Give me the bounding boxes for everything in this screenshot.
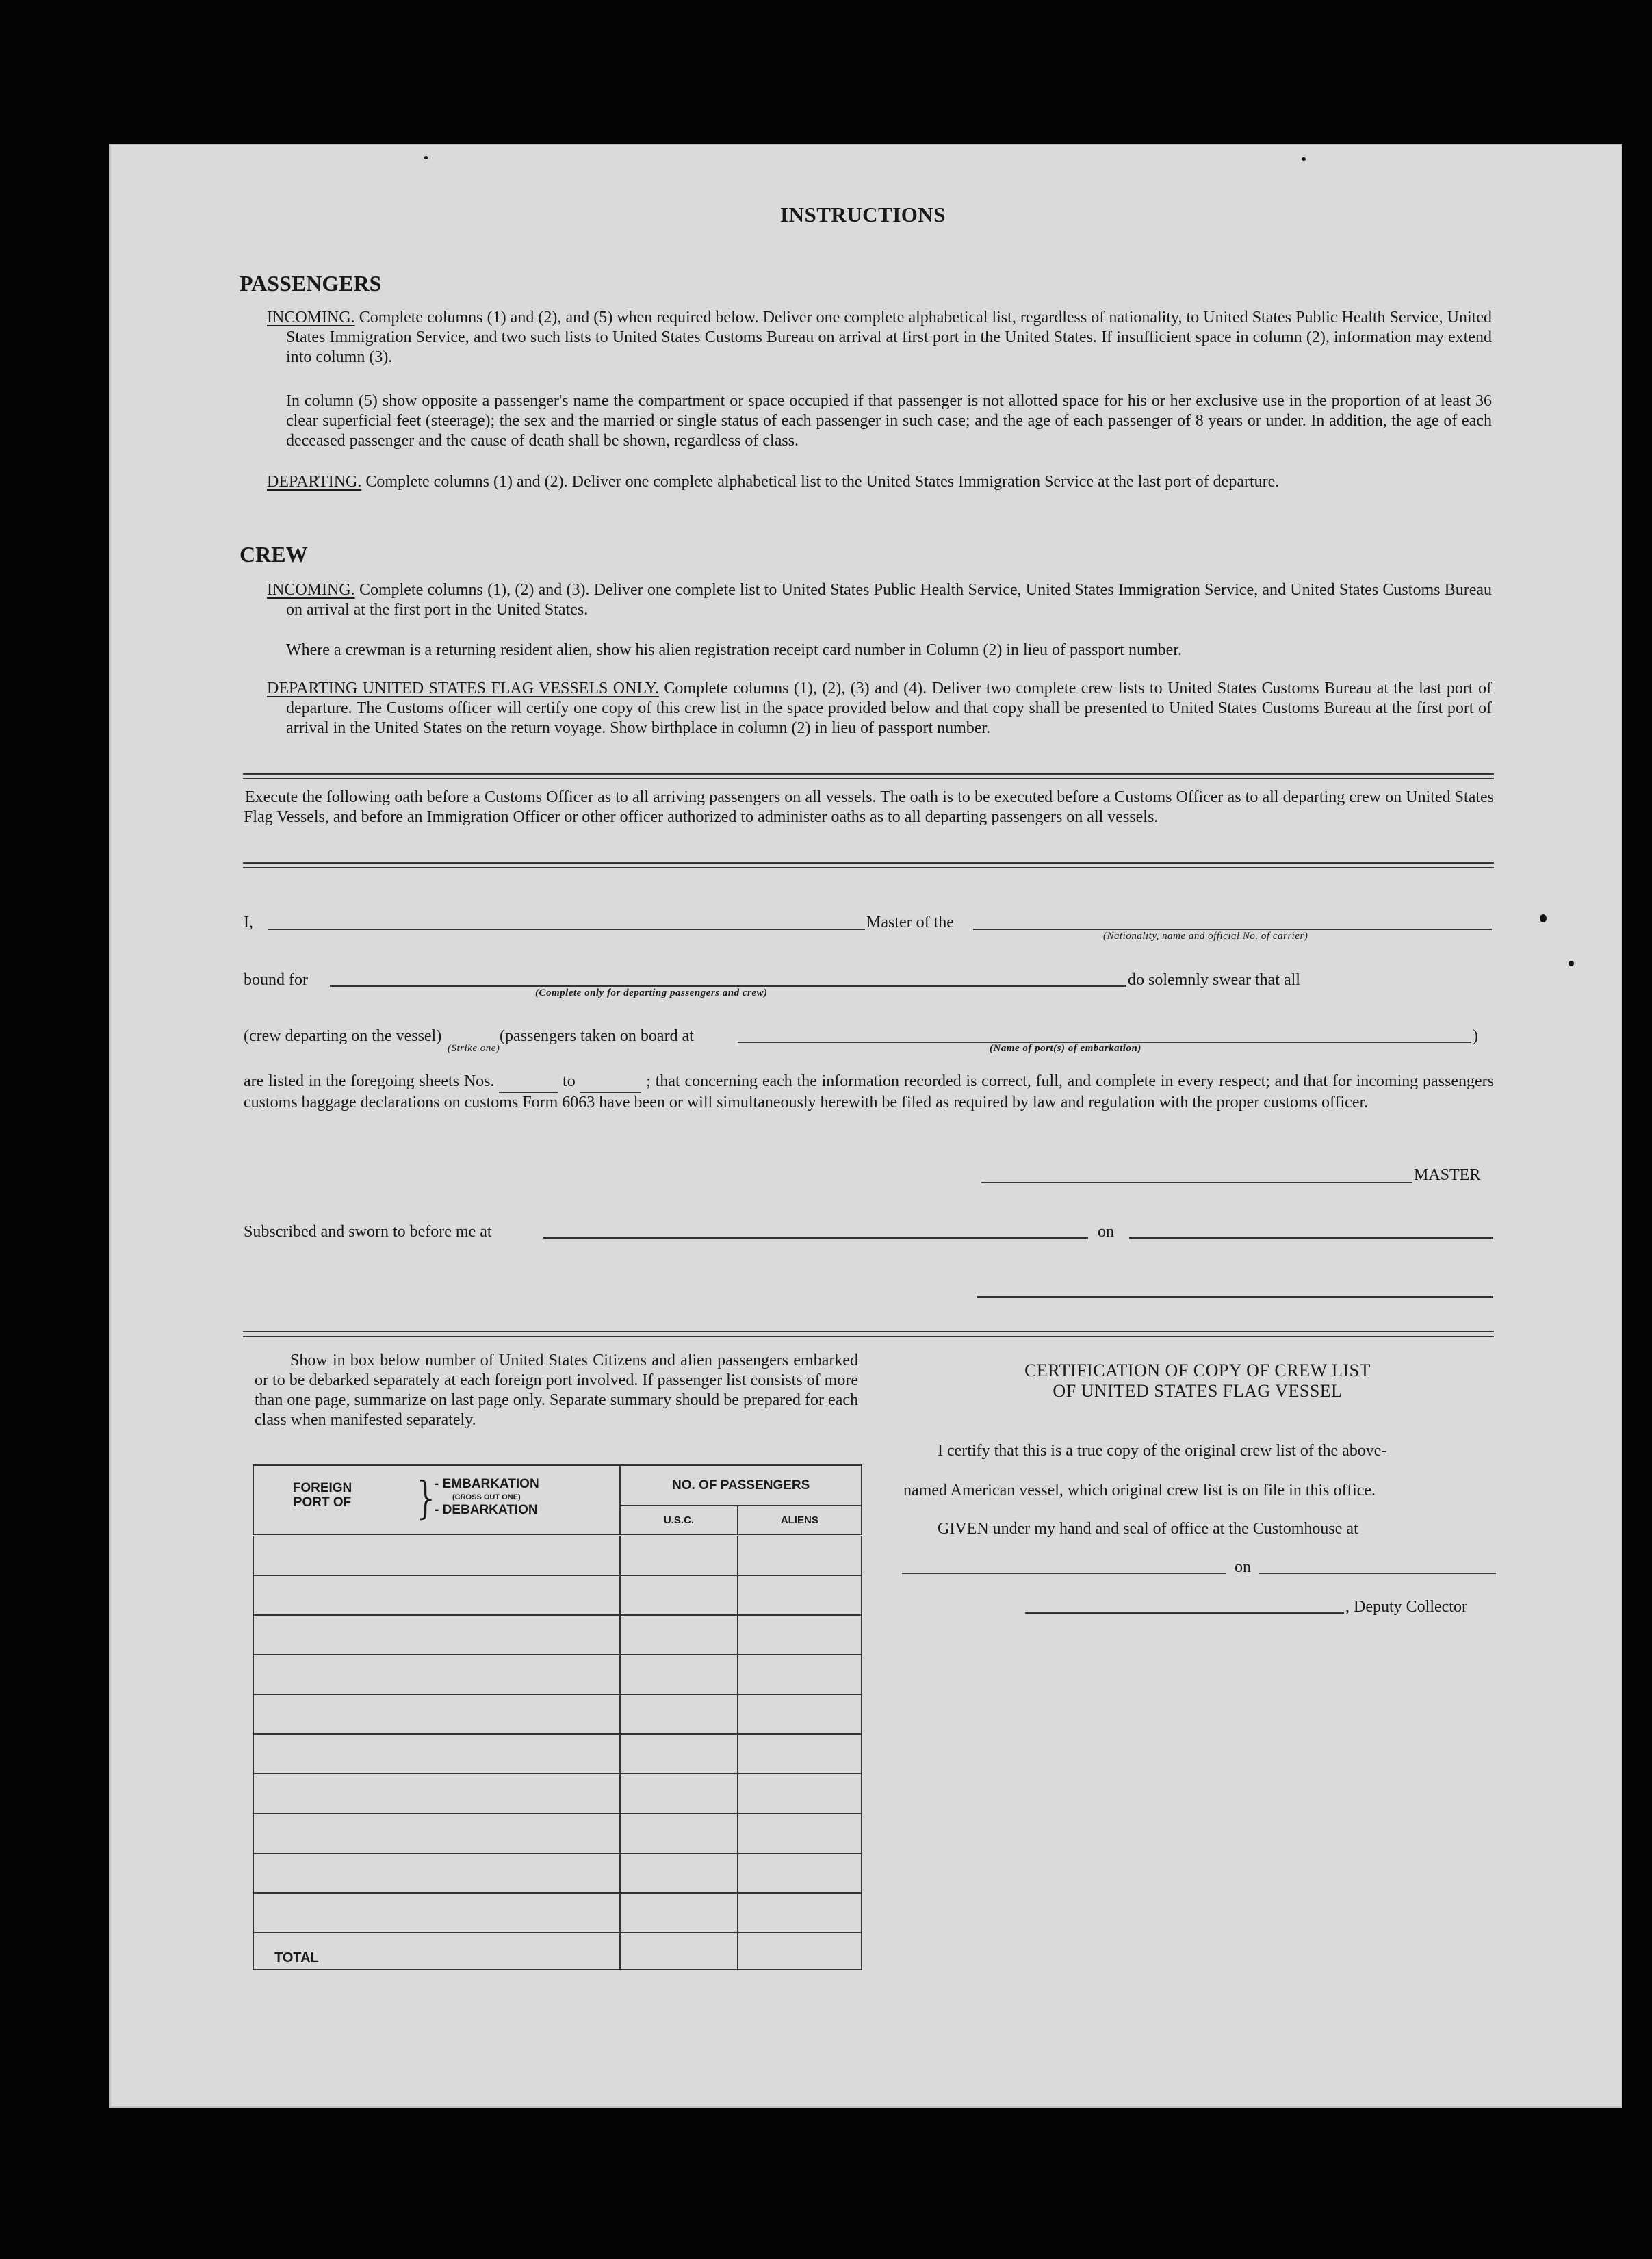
port-cell[interactable] [253, 1694, 620, 1734]
port-cell[interactable] [253, 1655, 620, 1694]
summary-instruction: Show in box below number of United States Citizens and alien passengers embarked or to be debarked separately at each foreign port involved. If passenger list consists of more than one page, summarize on last page only. Separate summary should be prepared for each class when manifested separately. [255, 1352, 858, 1429]
col-foreign-port: FOREIGN PORT OF [292, 1481, 352, 1510]
master-signature-field[interactable] [981, 1182, 1412, 1183]
crew-departing-label: DEPARTING UNITED STATES FLAG VESSELS ONLY. [267, 680, 659, 697]
table-row [253, 1694, 862, 1734]
usc-cell[interactable] [620, 1734, 737, 1774]
no-of-passengers-header: NO. OF PASSENGERS [620, 1465, 862, 1506]
aliens-cell[interactable] [738, 1655, 862, 1694]
aliens-cell[interactable] [738, 1575, 862, 1615]
passengers-incoming-label: INCOMING. [267, 309, 355, 326]
crew-departing-text: Complete columns (1), (2), (3) and (4). Deliver two complete crew lists to United States Customs Bureau at the last port of departure. The Customs officer will certify one copy of this crew list in the space provided below and that copy shall be presented to United States Customs Bureau at the first port of arrival in the United States on the return voyage. Show birthplace in column (2) in lieu of passport number. [286, 680, 1493, 737]
sheet-from-field[interactable] [499, 1072, 558, 1093]
aliens-cell[interactable] [738, 1853, 862, 1893]
table-row [253, 1893, 862, 1933]
certification-heading [903, 1360, 1492, 1402]
passengers-departing-paragraph [267, 472, 1492, 492]
passengers-heading: PASSENGERS [240, 271, 382, 296]
embarkation-label: - EMBARKATION [435, 1477, 539, 1491]
close-paren: ) [1473, 1027, 1478, 1045]
table-row [253, 1734, 862, 1774]
subscribed-label: Subscribed and sworn to before me at [244, 1223, 492, 1241]
port-cell[interactable] [253, 1853, 620, 1893]
swear-label: do solemnly swear that all [1128, 971, 1300, 989]
to-label: to [563, 1072, 576, 1090]
usc-header: U.S.C. [620, 1506, 737, 1535]
sworn-date-field[interactable] [1129, 1237, 1493, 1239]
scan-mark [424, 156, 428, 159]
master-of-label: Master of the [866, 914, 954, 931]
port-cell[interactable] [253, 1536, 620, 1575]
port-cell[interactable] [253, 1893, 620, 1933]
table-row [253, 1655, 862, 1694]
port-cell[interactable] [253, 1734, 620, 1774]
aliens-cell[interactable] [738, 1774, 862, 1813]
crew-departing-label-strike: (crew departing on the vessel) [244, 1027, 442, 1045]
listed-paragraph [244, 1072, 1494, 1113]
certification-line1: I certify that this is a true copy of the original crew list of the above- [938, 1442, 1387, 1460]
crew-departing-paragraph [267, 679, 1492, 738]
strike-caption: (Strike one) [448, 1043, 500, 1054]
sworn-place-field[interactable] [543, 1237, 1088, 1239]
passengers-taken-label: (passengers taken on board at [500, 1027, 694, 1045]
oath-instruction: Execute the following oath before a Customs Officer as to all arriving passengers on all vessels. The oath is to be executed before a Customs Officer as to all departing crew on United States Flag Vessels, and before an Immigration Officer or other officer authorized to administer oaths as to all departing passengers on all vessels. [244, 788, 1494, 826]
aliens-cell[interactable] [738, 1734, 862, 1774]
usc-cell[interactable] [620, 1655, 737, 1694]
usc-cell[interactable] [620, 1615, 737, 1655]
total-label: TOTAL [253, 1933, 620, 1970]
crew-incoming-text: Complete columns (1), (2) and (3). Deliver one complete list to United States Public Health Service, United States Immigration Service, and United States Customs Bureau on arrival at the first port in the United States. [286, 581, 1493, 619]
table-row [253, 1813, 862, 1853]
crew-incoming-paragraph [267, 580, 1492, 620]
total-usc-cell[interactable] [620, 1933, 737, 1970]
master-name-field[interactable] [268, 929, 865, 930]
cross-out-label: (CROSS OUT ONE) [452, 1493, 521, 1501]
usc-cell[interactable] [620, 1893, 737, 1933]
divider-oath-bottom [243, 862, 1494, 868]
officer-signature-field[interactable] [977, 1296, 1493, 1298]
aliens-header: ALIENS [738, 1506, 862, 1535]
passengers-departing-text: Complete columns (1) and (2). Deliver one complete alphabetical list to the United States Immigration Service at the last port of departure. [365, 473, 1280, 491]
certification-on-label: on [1235, 1558, 1251, 1576]
usc-cell[interactable] [620, 1575, 737, 1615]
divider-oath-top [243, 773, 1494, 779]
crew-heading: CREW [240, 542, 308, 567]
aliens-cell[interactable] [738, 1893, 862, 1933]
certification-line2: named American vessel, which original crew list is on file in this office. [903, 1482, 1376, 1499]
port-caption: (Name of port(s) of embarkation) [990, 1043, 1141, 1054]
certification-date-field[interactable] [1259, 1573, 1496, 1574]
passengers-departing-label: DEPARTING. [267, 473, 362, 491]
table-row [253, 1853, 862, 1893]
table-row [253, 1536, 862, 1575]
scan-mark [1540, 914, 1547, 922]
table-row [253, 1774, 862, 1813]
deputy-collector-label: , Deputy Collector [1345, 1598, 1467, 1616]
usc-cell[interactable] [620, 1694, 737, 1734]
total-aliens-cell[interactable] [738, 1933, 862, 1970]
passengers-incoming-paragraph [267, 308, 1492, 367]
carrier-caption: (Nationality, name and official No. of carrier) [1103, 931, 1308, 942]
page-title: INSTRUCTIONS [780, 203, 946, 227]
customhouse-field[interactable] [902, 1573, 1226, 1574]
header-port-cell [253, 1465, 620, 1536]
crew-incoming-label: INCOMING. [267, 581, 355, 599]
listed-prefix: are listed in the foregoing sheets Nos. [244, 1072, 495, 1090]
aliens-cell[interactable] [738, 1694, 862, 1734]
table-row [253, 1615, 862, 1655]
bound-caption: (Complete only for departing passengers and crew) [535, 987, 768, 998]
usc-cell[interactable] [620, 1536, 737, 1575]
sworn-on-label: on [1098, 1223, 1114, 1241]
scan-mark [1302, 157, 1306, 161]
master-label: MASTER [1414, 1166, 1481, 1184]
certification-heading-line2: OF UNITED STATES FLAG VESSEL [1053, 1381, 1343, 1401]
certification-line3: GIVEN under my hand and seal of office at the Customhouse at [938, 1520, 1358, 1538]
usc-cell[interactable] [620, 1774, 737, 1813]
port-cell[interactable] [253, 1575, 620, 1615]
scan-mark [1569, 961, 1574, 966]
divider-bottom-section [243, 1331, 1494, 1337]
carrier-field[interactable] [973, 929, 1492, 930]
crew-resident-paragraph: Where a crewman is a returning resident alien, show his alien registration receipt card number in Column (2) in lieu of passport number. [286, 641, 1182, 659]
oath-i-label: I, [244, 914, 253, 931]
usc-cell[interactable] [620, 1853, 737, 1893]
passengers-column5-paragraph: In column (5) show opposite a passenger's name the compartment or space occupied if that passenger is not allotted space for his or her exclusive use in the proportion of at least 36 clear superficial feet (steerage); the sex and the married or single status of each passenger in such case; and the age of each passenger of 8 years or under. In addition, the age of each deceased passenger and the cause of death shall be shown, regardless of class. [286, 392, 1492, 450]
total-row [253, 1933, 862, 1970]
passenger-summary-table [253, 1464, 862, 1970]
listed-text: ; that concerning each the information recorded is correct, full, and complete in every respect; and that for incoming passengers customs baggage declarations on customs Form 6063 have been or will simultaneously herewith be filed as required by law and regulation with the proper customs officer. [244, 1072, 1494, 1111]
deputy-collector-signature-field[interactable] [1025, 1612, 1344, 1614]
passengers-incoming-text: Complete columns (1) and (2), and (5) when required below. Deliver one complete alphabetical list, regardless of nationality, to United States Public Health Service, United States Immigration Service, and two such lists to United States Customs Bureau on arrival at first port in the United States. If insufficient space in column (2), information may extend into column (3). [286, 309, 1492, 366]
table-row [253, 1575, 862, 1615]
port-cell[interactable] [253, 1774, 620, 1813]
brace-icon: } [413, 1473, 441, 1524]
debarkation-label: - DEBARKATION [435, 1503, 538, 1517]
aliens-cell[interactable] [738, 1615, 862, 1655]
bound-for-field[interactable] [330, 985, 1126, 987]
sheet-to-field[interactable] [580, 1072, 641, 1093]
bound-for-label: bound for [244, 971, 308, 989]
aliens-cell[interactable] [738, 1536, 862, 1575]
port-cell[interactable] [253, 1813, 620, 1853]
usc-cell[interactable] [620, 1813, 737, 1853]
port-cell[interactable] [253, 1615, 620, 1655]
certification-heading-line1: CERTIFICATION OF COPY OF CREW LIST [1024, 1360, 1371, 1380]
aliens-cell[interactable] [738, 1813, 862, 1853]
